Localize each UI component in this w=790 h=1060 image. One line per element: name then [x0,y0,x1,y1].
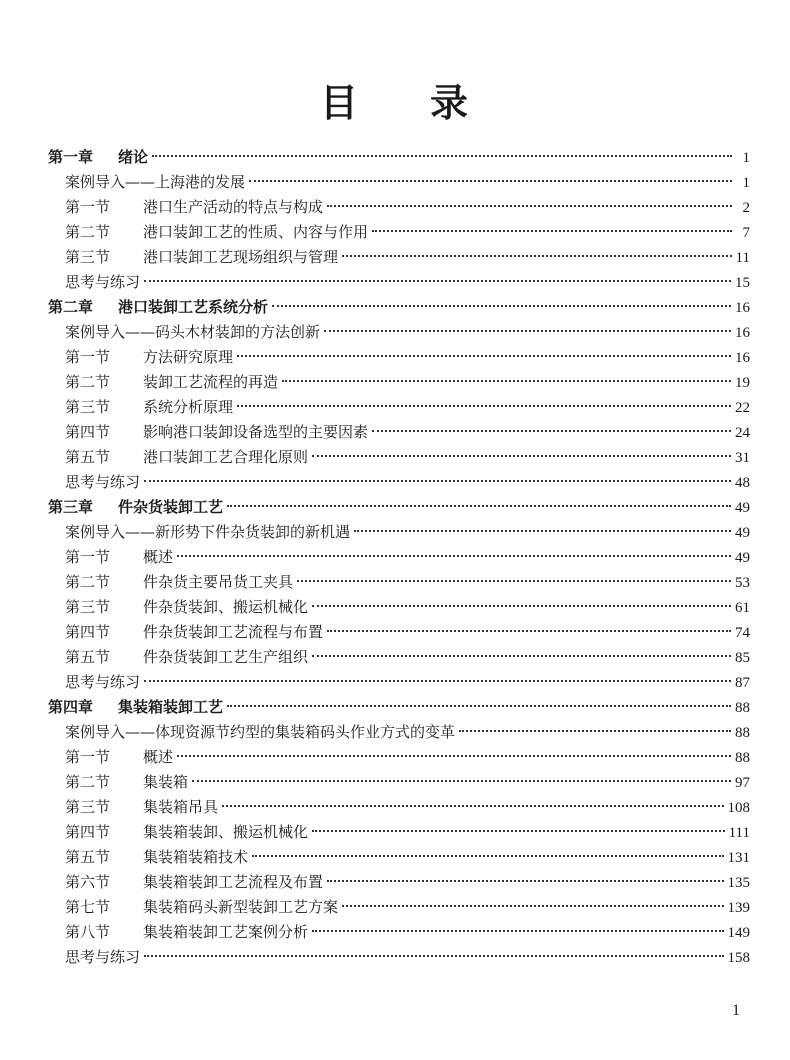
entry-title: 件杂货装卸工艺 [118,498,224,516]
dot-leader [177,755,731,757]
toc-chapter-entry[interactable] [48,145,750,170]
entry-page-number: 15 [735,275,750,291]
entry-label: 第三节 [65,398,111,416]
dot-leader [237,405,731,407]
toc-section-entry[interactable] [48,595,750,620]
dot-leader [297,580,731,582]
toc-section-entry[interactable] [48,345,750,370]
entry-title: 集装箱吊具 [143,798,219,816]
toc-section-entry[interactable] [48,945,750,970]
entry-page-number: 88 [735,700,750,716]
toc-section-entry[interactable] [48,620,750,645]
entry-title: 思考与练习 [65,948,141,966]
entry-title: 集装箱装卸工艺流程及布置 [143,873,324,891]
entry-label: 第四节 [65,423,111,441]
entry-label: 第三章 [48,498,94,516]
dot-leader [327,880,723,882]
entry-label: 第三节 [65,798,111,816]
entry-page-number: 85 [735,650,750,666]
toc-section-entry[interactable] [48,270,750,295]
entry-page-number: 139 [727,900,750,916]
entry-label: 第二节 [65,373,111,391]
entry-label: 第五节 [65,648,111,666]
title-char: 录 [430,80,471,125]
entry-page-number: 88 [735,725,750,741]
entry-title: 概述 [143,748,174,766]
entry-title: 装卸工艺流程的再造 [143,373,279,391]
entry-title: 影响港口装卸设备选型的主要因素 [143,423,369,441]
page-number: 1 [732,1002,740,1019]
dot-leader [459,730,731,732]
entry-page-number: 87 [735,675,750,691]
entry-title: 思考与练习 [65,673,141,691]
entry-title: 集装箱装卸、搬运机械化 [143,823,309,841]
entry-page-number: 88 [735,750,750,766]
entry-title: 集装箱 [143,773,189,791]
entry-label: 第一节 [65,548,111,566]
toc-section-entry[interactable] [48,520,750,545]
toc-chapter-entry[interactable] [48,495,750,520]
entry-page-number: 16 [735,300,750,316]
dot-leader [272,305,731,307]
entry-label: 第八节 [65,923,111,941]
dot-leader [324,330,731,332]
entry-title: 方法研究原理 [143,348,234,366]
toc-section-entry[interactable] [48,870,750,895]
dot-leader [249,180,732,182]
entry-title: 系统分析原理 [143,398,234,416]
toc-section-entry[interactable] [48,570,750,595]
entry-label: 第二节 [65,773,111,791]
toc-section-entry[interactable] [48,545,750,570]
dot-leader [327,630,731,632]
entry-title: 件杂货装卸工艺流程与布置 [143,623,324,641]
dot-leader [152,155,732,157]
entry-title: 集装箱装卸工艺案例分析 [143,923,309,941]
entry-page-number: 158 [727,950,750,966]
dot-leader [327,205,732,207]
dot-leader [312,930,723,932]
entry-label: 第六节 [65,873,111,891]
toc-section-entry[interactable] [48,195,750,220]
dot-leader [342,255,732,257]
entry-page-number: 53 [735,575,750,591]
dot-leader [144,480,731,482]
entry-page-number: 16 [735,325,750,341]
toc-section-entry[interactable] [48,845,750,870]
dot-leader [237,355,731,357]
dot-leader [282,380,731,382]
entry-page-number: 7 [742,225,750,241]
entry-label: 第一节 [65,348,111,366]
dot-leader [177,555,731,557]
toc-section-entry[interactable] [48,320,750,345]
table-of-contents [48,145,750,970]
toc-section-entry[interactable] [48,370,750,395]
dot-leader [192,780,731,782]
entry-title: 港口生产活动的特点与构成 [143,198,324,216]
toc-section-entry[interactable] [48,645,750,670]
entry-page-number: 135 [727,875,750,891]
toc-section-entry[interactable] [48,420,750,445]
toc-section-entry[interactable] [48,895,750,920]
toc-section-entry[interactable] [48,745,750,770]
entry-label: 第五节 [65,848,111,866]
entry-page-number: 108 [727,800,750,816]
entry-title: 案例导入——上海港的发展 [65,173,246,191]
toc-section-entry[interactable] [48,820,750,845]
entry-title: 件杂货装卸、搬运机械化 [143,598,309,616]
entry-label: 第四节 [65,823,111,841]
toc-section-entry[interactable] [48,795,750,820]
entry-title: 件杂货装卸工艺生产组织 [143,648,309,666]
title-char: 目 [319,80,360,125]
toc-section-entry[interactable] [48,220,750,245]
entry-page-number: 11 [735,250,750,266]
toc-section-entry[interactable] [48,445,750,470]
toc-section-entry[interactable] [48,470,750,495]
dot-leader [312,830,725,832]
entry-label: 第二章 [48,298,94,316]
toc-section-entry[interactable] [48,770,750,795]
dot-leader [144,280,731,282]
toc-section-entry[interactable] [48,245,750,270]
dot-leader [372,430,731,432]
entry-label: 第四章 [48,698,94,716]
entry-page-number: 24 [735,425,750,441]
entry-page-number: 97 [735,775,750,791]
entry-title: 概述 [143,548,174,566]
dot-leader [227,705,731,707]
entry-label: 第二节 [65,223,111,241]
entry-title: 港口装卸工艺现场组织与管理 [143,248,339,266]
entry-label: 第四节 [65,623,111,641]
dot-leader [354,530,731,532]
toc-chapter-entry[interactable] [48,295,750,320]
dot-leader [144,680,731,682]
entry-page-number: 1 [742,150,750,166]
entry-title: 件杂货主要吊货工夹具 [143,573,294,591]
entry-page-number: 16 [735,350,750,366]
toc-section-entry[interactable] [48,670,750,695]
entry-label: 第三节 [65,598,111,616]
entry-title: 案例导入——码头木材装卸的方法创新 [65,323,321,341]
entry-label: 第五节 [65,448,111,466]
entry-page-number: 149 [727,925,750,941]
entry-title: 港口装卸工艺合理化原则 [143,448,309,466]
entry-page-number: 31 [735,450,750,466]
entry-page-number: 19 [735,375,750,391]
entry-page-number: 2 [742,200,750,216]
entry-page-number: 111 [728,825,750,841]
entry-title: 案例导入——新形势下件杂货装卸的新机遇 [65,523,351,541]
dot-leader [312,655,731,657]
entry-title: 案例导入——体现资源节约型的集装箱码头作业方式的变革 [65,723,456,741]
entry-page-number: 61 [735,600,750,616]
entry-page-number: 22 [735,400,750,416]
dot-leader [342,905,723,907]
entry-label: 第一节 [65,198,111,216]
entry-label: 第一章 [48,148,94,166]
page-title [0,72,790,127]
entry-page-number: 48 [735,475,750,491]
entry-title: 集装箱装箱技术 [143,848,249,866]
toc-section-entry[interactable] [48,395,750,420]
entry-page-number: 74 [735,625,750,641]
toc-chapter-entry[interactable] [48,695,750,720]
entry-title: 集装箱码头新型装卸工艺方案 [143,898,339,916]
entry-title: 思考与练习 [65,473,141,491]
toc-section-entry[interactable] [48,920,750,945]
toc-section-entry[interactable] [48,170,750,195]
entry-label: 第一节 [65,748,111,766]
dot-leader [312,605,731,607]
entry-page-number: 49 [735,525,750,541]
dot-leader [312,455,731,457]
toc-section-entry[interactable] [48,720,750,745]
entry-page-number: 49 [735,550,750,566]
dot-leader [227,505,731,507]
entry-label: 第七节 [65,898,111,916]
entry-title: 港口装卸工艺系统分析 [118,298,269,316]
entry-page-number: 1 [742,175,750,191]
dot-leader [252,855,723,857]
dot-leader [222,805,723,807]
entry-title: 港口装卸工艺的性质、内容与作用 [143,223,369,241]
entry-page-number: 131 [727,850,750,866]
entry-page-number: 49 [735,500,750,516]
entry-title: 集装箱装卸工艺 [118,698,224,716]
entry-title: 绪论 [118,148,149,166]
entry-label: 第二节 [65,573,111,591]
dot-leader [372,230,732,232]
entry-label: 第三节 [65,248,111,266]
entry-title: 思考与练习 [65,273,141,291]
dot-leader [144,955,723,957]
